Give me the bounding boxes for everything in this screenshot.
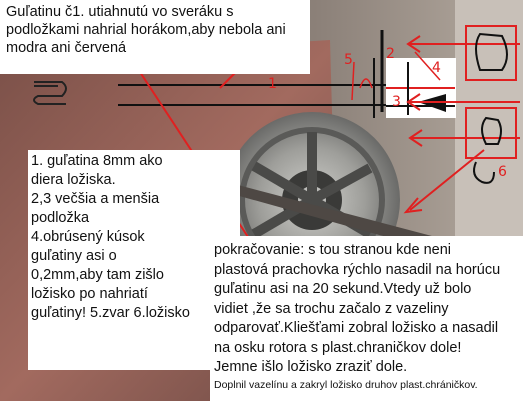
note-line: Jemne išlo ložisko zraziť dole. <box>214 359 408 375</box>
note-line: Guľatinu č1. utiahnutú vo sveráku s <box>6 4 234 20</box>
label-4: 4 <box>432 60 441 76</box>
label-5: 5 <box>344 52 353 68</box>
note-line: guľatiny asi o <box>31 248 117 264</box>
note-parts-legend <box>28 150 240 370</box>
note-line: diera ložiska. <box>31 172 116 188</box>
label-3: 3 <box>392 94 401 110</box>
note-line: 4.obrúsený kúsok <box>31 229 145 245</box>
note-heating <box>0 0 310 74</box>
note-line: guľatinu asi na 20 sekund.Vtedy už bolo <box>214 281 472 297</box>
note-line: ložisko po nahriatí <box>31 286 148 302</box>
note-line: vidiet ,že sa trochu začalo z vazeliny <box>214 300 449 317</box>
label-6: 6 <box>498 164 507 180</box>
label-2: 2 <box>386 46 395 62</box>
label-1: 1 <box>268 76 277 92</box>
note-line: guľatiny! 5.zvar 6.ložisko <box>31 305 190 321</box>
note-line: podložkami nahrial horákom,aby nebola ani <box>6 22 286 38</box>
note-line: pokračovanie: s tou stranou kde neni <box>214 242 451 258</box>
note-line: modra ani červená <box>6 40 127 56</box>
note-line: 0,2mm,aby tam zišlo <box>31 267 164 283</box>
note-line: podložka <box>31 210 90 226</box>
note-line: 1. guľatina 8mm ako <box>31 153 163 169</box>
note-line: odparovať.Kliešťami zobral ložisko a nasadil <box>214 320 499 336</box>
note-line: na osku rotora s plast.chraničkov dole! <box>214 339 462 356</box>
note-footer: Doplnil vazelínu a zakryl ložisko druhov plast.chráničkov. <box>214 378 478 391</box>
note-line: plastová prachovka rýchlo nasadil na horúcu <box>214 261 501 278</box>
note-continuation <box>210 236 523 401</box>
note-line: 2,3 večšia a menšia <box>31 191 160 207</box>
